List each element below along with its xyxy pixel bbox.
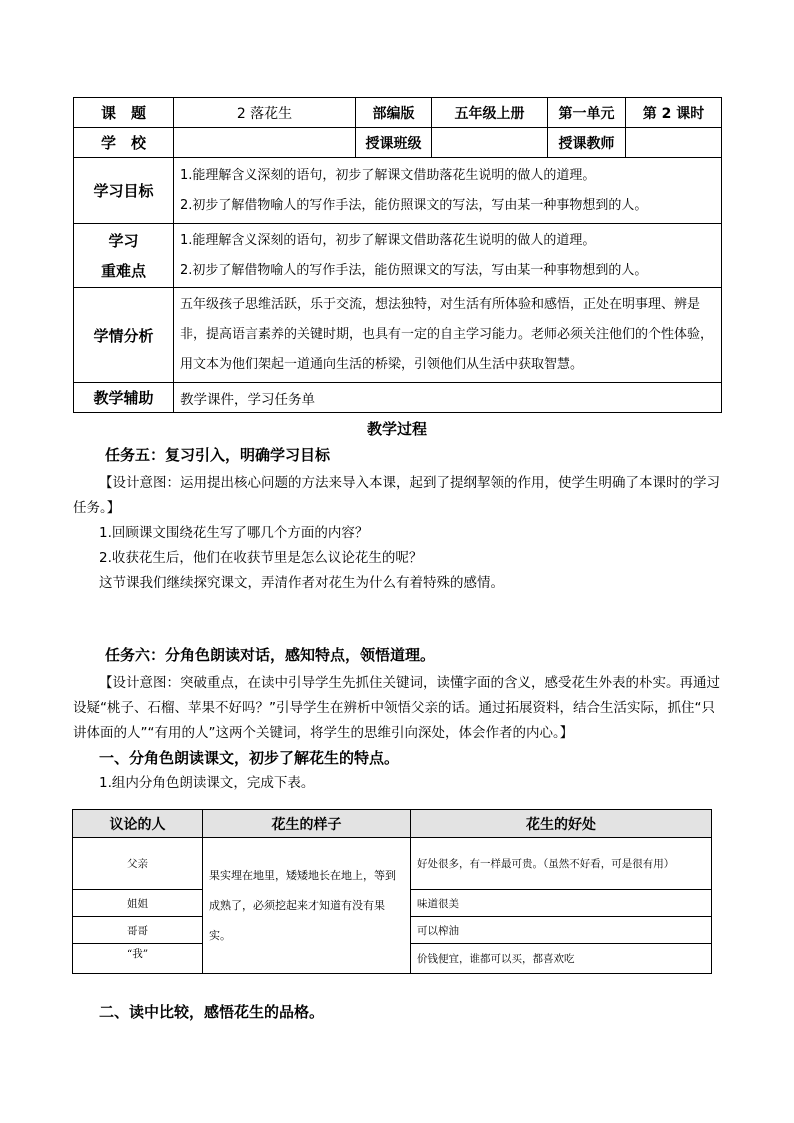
task5-question-1: 1.回顾课文围绕花生写了哪几个方面的内容？ <box>99 525 369 541</box>
benefit-cell: 价钱便宜，谁都可以买，都喜欢吃 <box>411 944 712 974</box>
grade-cell: 五年级上册 <box>432 98 548 128</box>
difficulty-label <box>74 224 174 288</box>
header-speaker: 议论的人 <box>73 810 203 838</box>
task5-section <box>73 443 723 596</box>
task5-question-2: 2.收获花生后，他们在收获节里是怎么议论花生的呢？ <box>99 550 423 566</box>
appearance-cell: 果实埋在地里，矮矮地长在地上，等到成熟了，必须挖起来才知道有没有果实。 <box>203 838 411 974</box>
task6-intent: 【设计意图：突破重点，在读中引导学生先抓住关键词，读懂字面的含义，感受花生外表的朴实。再通过设疑“桃子、石榴、苹果不好吗？”引导学生在辨析中领悟父亲的话。通过拓展资料，结合生活实际，抓住“只讲体面的人”“有用的人”这两个关键词，将学生的思维引向深处，体会作者的内心。】 <box>73 675 720 741</box>
process-heading: 教学过程 <box>366 420 427 438</box>
difficulty-label-line1: 学习 <box>108 231 139 250</box>
lesson-cell: 第 2 课时 <box>626 98 722 128</box>
task5-title: 任务五：复习引入，明确学习目标 <box>105 446 331 464</box>
task5-intent: 【设计意图：运用提出核心问题的方法来导入本课，起到了提纲挈领的作用，使学生明确了本课时的学习任务。】 <box>73 475 720 516</box>
speaker-cell: 父亲 <box>73 838 203 890</box>
goal-item: 1.能理解含义深刻的语句，初步了解课文借助落花生说明的做人的道理。 <box>180 167 596 183</box>
aids-text: 教学课件，学习任务单 <box>174 383 722 413</box>
topic-value: 2 落花生 <box>174 98 356 128</box>
class-label: 授课班级 <box>356 128 432 158</box>
lesson-info-table <box>73 97 722 413</box>
difficulty-item: 2.初步了解借物喻人的写作手法，能仿照课文的写法，写由某一种事物想到的人。 <box>180 262 648 278</box>
header-benefit: 花生的好处 <box>411 810 712 838</box>
difficulty-label-line2: 重难点 <box>100 261 146 280</box>
benefit-cell: 好处很多，有一样最可贵。（虽然不好看，可是很有用） <box>411 838 712 890</box>
speaker-cell: “我” <box>73 944 203 974</box>
benefit-cell: 可以榨油 <box>411 917 712 944</box>
difficulty-cell <box>174 224 722 288</box>
aids-label: 教学辅助 <box>74 383 174 413</box>
unit-cell: 第一单元 <box>548 98 626 128</box>
section1-title: 一、分角色朗读课文，初步了解花生的特点。 <box>99 749 400 767</box>
analysis-label: 学情分析 <box>74 288 174 383</box>
section2-title: 二、读中比较，感悟花生的品格。 <box>99 1003 325 1021</box>
header-appearance: 花生的样子 <box>203 810 411 838</box>
benefit-cell: 味道很美 <box>411 890 712 917</box>
difficulty-item: 1.能理解含义深刻的语句，初步了解课文借助落花生说明的做人的道理。 <box>180 232 596 248</box>
teacher-label: 授课教师 <box>548 128 626 158</box>
speaker-cell: 姐姐 <box>73 890 203 917</box>
peanut-discussion-table <box>72 809 712 974</box>
edition-cell: 部编版 <box>356 98 432 128</box>
school-label: 学 校 <box>74 128 174 158</box>
speaker-cell: 哥哥 <box>73 917 203 944</box>
task6-section <box>73 643 723 796</box>
analysis-text: 五年级孩子思维活跃，乐于交流，想法独特，对生活有所体验和感悟，正处在明事理、辨是非，提高语言素养的关键时期，也具有一定的自主学习能力。老师必须关注他们的个性体验，用文本为他们架起一道通向生活的桥梁，引领他们从生活中获取智慧。 <box>174 288 722 383</box>
teacher-value <box>626 128 722 158</box>
task6-title: 任务六：分角色朗读对话，感知特点，领悟道理。 <box>105 646 436 664</box>
goal-item: 2.初步了解借物喻人的写作手法，能仿照课文的写法，写由某一种事物想到的人。 <box>180 197 648 213</box>
goals-label: 学习目标 <box>74 158 174 224</box>
class-value <box>432 128 548 158</box>
school-value <box>174 128 356 158</box>
task5-note: 这节课我们继续探究课文，弄清作者对花生为什么有着特殊的感情。 <box>99 575 504 591</box>
goals-cell <box>174 158 722 224</box>
topic-label: 课 题 <box>74 98 174 128</box>
section1-step: 1.组内分角色朗读课文，完成下表。 <box>99 775 315 791</box>
